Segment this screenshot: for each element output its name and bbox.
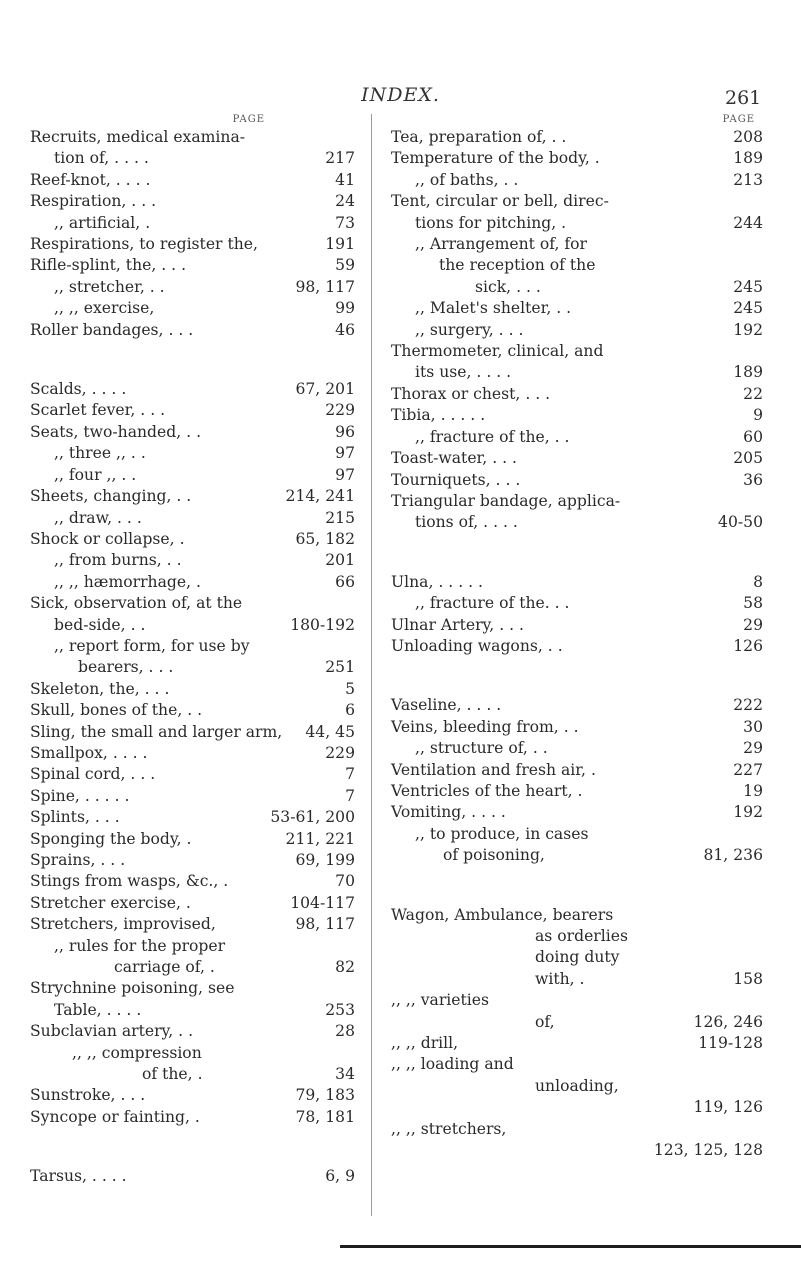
entry-page-ref: 126 <box>733 636 763 655</box>
entry-page-ref: 215 <box>325 508 355 527</box>
index-entry <box>391 1054 763 1075</box>
index-entry <box>30 443 365 464</box>
entry-term: ,, Malet's shelter, . . <box>415 299 572 318</box>
index-entry <box>30 379 365 400</box>
index-entry <box>30 593 365 614</box>
index-entry <box>30 572 365 593</box>
entry-term: Skeleton, the, . . . <box>30 679 170 698</box>
entry-page-ref: 65, 182 <box>295 529 355 548</box>
index-entry <box>30 978 365 999</box>
index-entry <box>391 1097 763 1118</box>
entry-term: Respiration, . . . <box>30 192 157 211</box>
group-spacer <box>30 341 365 379</box>
entry-page-ref: 213 <box>733 170 763 189</box>
index-entry <box>391 384 763 405</box>
index-entry <box>391 1033 763 1054</box>
entry-term: Sunstroke, . . . <box>30 1086 146 1105</box>
entry-page-ref: 251 <box>325 658 355 677</box>
entry-page-ref: 222 <box>733 696 763 715</box>
index-entry <box>391 191 763 212</box>
entry-term: Sheets, changing, . . <box>30 487 192 506</box>
entry-page-ref: 67, 201 <box>295 380 355 399</box>
entry-page-ref: 96 <box>335 422 355 441</box>
index-entry <box>391 341 763 362</box>
entry-term: bearers, . . . <box>78 658 174 677</box>
entry-term: Sponging the body, . <box>30 829 192 848</box>
entry-page-ref: 189 <box>733 363 763 382</box>
index-group-v <box>391 695 763 866</box>
bottom-rule-fade <box>0 1238 340 1252</box>
entry-page-ref: 6, 9 <box>325 1167 355 1186</box>
entry-term: unloading, <box>535 1076 619 1095</box>
entry-page-ref: 245 <box>733 277 763 296</box>
entry-page-ref: 253 <box>325 1000 355 1019</box>
entry-page-ref: 201 <box>325 551 355 570</box>
entry-term: ,, ,, stretchers, <box>391 1119 507 1138</box>
entry-term: ,, stretcher, . . <box>54 277 165 296</box>
index-entry <box>30 786 365 807</box>
index-entry <box>391 802 763 823</box>
entry-term: ,, to produce, in cases <box>415 824 589 843</box>
index-entry <box>391 947 763 968</box>
entry-term: Rifle-splint, the, . . . <box>30 256 187 275</box>
index-entry <box>30 957 365 978</box>
index-entry <box>391 926 763 947</box>
entry-page-ref: 53-61, 200 <box>270 808 355 827</box>
entry-term: Ulnar Artery, . . . <box>391 615 524 634</box>
entry-page-ref: 9 <box>753 406 763 425</box>
index-entry <box>30 1166 365 1187</box>
entry-term: Ventilation and fresh air, . <box>391 760 596 779</box>
entry-term: Recruits, medical examina- <box>30 128 246 146</box>
entry-page-ref: 205 <box>733 449 763 468</box>
entry-page-ref: 211, 221 <box>285 829 355 848</box>
index-group-t <box>391 127 763 534</box>
index-entry <box>30 893 365 914</box>
entry-term: of, <box>535 1012 555 1031</box>
index-entry <box>391 760 763 781</box>
index-entry <box>391 1140 763 1161</box>
entry-term: Shock or collapse, . <box>30 529 185 548</box>
entry-term: Wagon, Ambulance, bearers <box>391 905 614 924</box>
entry-term: Syncope or fainting, . <box>30 1107 200 1126</box>
index-entry <box>30 1021 365 1042</box>
entry-term: Strychnine poisoning, see <box>30 979 235 998</box>
index-entry <box>30 914 365 935</box>
page-column-label: PAGE <box>232 114 265 125</box>
right-column <box>391 113 763 1161</box>
entry-term: ,, structure of, . . <box>415 739 548 758</box>
entry-page-ref: 98, 117 <box>295 277 355 296</box>
left-column <box>30 113 365 1188</box>
index-entry <box>30 486 365 507</box>
index-entry <box>391 362 763 383</box>
index-entry <box>391 738 763 759</box>
entry-page-ref: 5 <box>345 679 355 698</box>
entry-term: Vaseline, . . . . <box>391 696 502 715</box>
index-entry <box>391 717 763 738</box>
entry-term: ,, fracture of the, . . <box>415 427 570 446</box>
index-entry <box>30 657 365 678</box>
index-entry <box>391 127 763 148</box>
entry-term: with, . <box>535 969 585 988</box>
entry-term: ,, report form, for use by <box>54 636 250 655</box>
group-spacer <box>30 1128 365 1166</box>
entry-term: Stings from wasps, &c., . <box>30 872 229 891</box>
entry-page-ref: 29 <box>743 615 763 634</box>
entry-term: ,, from burns, . . <box>54 551 182 570</box>
index-entry <box>30 298 365 319</box>
page-number: 261 <box>725 87 762 109</box>
entry-page-ref: 28 <box>335 1022 355 1041</box>
entry-page-ref: 40-50 <box>718 513 763 532</box>
entry-page-ref: 6 <box>345 701 355 720</box>
entry-page-ref: 126, 246 <box>693 1012 763 1031</box>
index-entry <box>391 845 763 866</box>
index-entry <box>30 636 365 657</box>
entry-term: Temperature of the body, . <box>391 149 600 168</box>
entry-page-ref: 208 <box>733 128 763 146</box>
index-group-s <box>30 379 365 1128</box>
index-entry <box>391 781 763 802</box>
index-entry <box>30 422 365 443</box>
index-entry <box>391 448 763 469</box>
entry-term: bed-side, . . <box>54 615 146 634</box>
entry-term: of poisoning, <box>443 846 545 865</box>
index-entry <box>391 234 763 255</box>
entry-term: of the, . <box>142 1065 203 1084</box>
entry-term: ,, rules for the proper <box>54 936 226 955</box>
entry-term: Scalds, . . . . <box>30 380 127 399</box>
entry-term: ,, three ,, . . <box>54 444 146 463</box>
entry-term: Tent, circular or bell, direc- <box>391 192 609 211</box>
index-entry <box>30 148 365 169</box>
index-entry <box>391 905 763 926</box>
entry-page-ref: 97 <box>335 444 355 463</box>
entry-term: tions for pitching, . <box>415 213 567 232</box>
entry-page-ref: 192 <box>733 803 763 822</box>
entry-page-ref: 180-192 <box>290 615 355 634</box>
index-entry <box>391 170 763 191</box>
index-entry <box>391 255 763 276</box>
entry-page-ref: 66 <box>335 572 355 591</box>
index-entry <box>30 127 365 148</box>
index-entry <box>30 1064 365 1085</box>
index-entry <box>391 969 763 990</box>
entry-term: Reef-knot, . . . . <box>30 170 151 189</box>
entry-term: Stretcher exercise, . <box>30 893 191 912</box>
index-entry <box>30 1000 365 1021</box>
entry-page-ref: 191 <box>325 235 355 254</box>
entry-term: ,, ,, hæmorrhage, . <box>54 572 201 591</box>
index-entry <box>391 636 763 657</box>
index-entry <box>391 824 763 845</box>
entry-page-ref: 78, 181 <box>295 1107 355 1126</box>
index-entry <box>30 213 365 234</box>
entry-term: ,, ,, exercise, <box>54 299 155 318</box>
index-entry <box>30 615 365 636</box>
index-entry <box>391 470 763 491</box>
entry-page-ref: 79, 183 <box>295 1086 355 1105</box>
index-entry <box>30 807 365 828</box>
group-spacer <box>391 867 763 905</box>
entry-page-ref: 245 <box>733 299 763 318</box>
entry-term: carriage of, . <box>114 958 215 977</box>
index-group-r <box>30 127 365 341</box>
entry-term: Tourniquets, . . . <box>391 470 521 489</box>
entry-page-ref: 123, 125, 128 <box>653 1141 763 1160</box>
index-entry <box>30 277 365 298</box>
entry-term: ,, surgery, . . . <box>415 320 524 339</box>
entry-term: ,, four ,, . . <box>54 465 137 484</box>
entry-term: Veins, bleeding from, . . <box>391 717 579 736</box>
entry-page-ref: 99 <box>335 299 355 318</box>
entry-term: Tea, preparation of, . . <box>391 128 567 146</box>
entry-page-ref: 192 <box>733 320 763 339</box>
index-entry <box>391 491 763 512</box>
entry-page-ref: 19 <box>743 781 763 800</box>
index-entry <box>30 170 365 191</box>
column-divider <box>371 114 372 1216</box>
entry-term: Splints, . . . <box>30 808 120 827</box>
entry-term: doing duty <box>535 948 620 967</box>
entry-page-ref: 69, 199 <box>295 851 355 869</box>
entry-term: Roller bandages, . . . <box>30 320 194 339</box>
index-entry <box>30 764 365 785</box>
entry-term: Sick, observation of, at the <box>30 594 243 613</box>
index-entry <box>391 1012 763 1033</box>
entry-term: Seats, two-handed, . . <box>30 422 202 441</box>
entry-term: sick, . . . <box>475 277 541 296</box>
entry-term: Smallpox, . . . . <box>30 743 148 762</box>
entry-term: ,, fracture of the. . . <box>415 594 570 613</box>
index-entry <box>30 1043 365 1064</box>
entry-page-ref: 81, 236 <box>703 846 763 865</box>
index-entry <box>391 615 763 636</box>
index-entry <box>391 695 763 716</box>
entry-term: Spine, . . . . . <box>30 786 130 805</box>
entry-page-ref: 58 <box>743 594 763 613</box>
index-entry <box>30 679 365 700</box>
entry-term: ,, draw, . . . <box>54 508 142 527</box>
entry-term: ,, Arrangement of, for <box>415 235 588 254</box>
index-entry <box>391 213 763 234</box>
index-group-w <box>391 905 763 1162</box>
entry-page-ref: 82 <box>335 958 355 977</box>
entry-page-ref: 59 <box>335 256 355 275</box>
entry-page-ref: 229 <box>325 401 355 420</box>
index-entry <box>391 148 763 169</box>
entry-page-ref: 29 <box>743 739 763 758</box>
index-entry <box>30 191 365 212</box>
index-entry <box>391 593 763 614</box>
index-entry <box>30 400 365 421</box>
entry-page-ref: 98, 117 <box>295 915 355 934</box>
index-entry <box>391 572 763 593</box>
entry-term: Respirations, to register the, <box>30 235 258 254</box>
index-entry <box>391 298 763 319</box>
index-group-u <box>391 572 763 658</box>
index-entry <box>30 936 365 957</box>
entry-page-ref: 119-128 <box>698 1034 763 1053</box>
entry-term: Ulna, . . . . . <box>391 572 483 591</box>
page-column-label: PAGE <box>722 114 755 125</box>
index-entry <box>391 1119 763 1140</box>
entry-term: Scarlet fever, . . . <box>30 401 166 420</box>
entry-term: ,, ,, varieties <box>391 991 490 1010</box>
entry-page-ref: 60 <box>743 427 763 446</box>
entry-term: Skull, bones of the, . . <box>30 701 203 720</box>
entry-term: Tarsus, . . . . <box>30 1167 127 1186</box>
entry-term: Sling, the small and larger arm, <box>30 722 283 741</box>
index-entry <box>30 320 365 341</box>
entry-page-ref: 34 <box>335 1065 355 1084</box>
index-entry <box>30 829 365 850</box>
entry-term: Ventricles of the heart, . <box>391 781 583 800</box>
entry-term: ,, ,, compression <box>72 1043 202 1062</box>
entry-page-ref: 46 <box>335 320 355 339</box>
entry-page-ref: 73 <box>335 213 355 232</box>
index-entry <box>391 1076 763 1097</box>
entry-term: Table, . . . . <box>54 1000 142 1019</box>
index-entry <box>30 700 365 721</box>
index-entry <box>30 871 365 892</box>
index-entry <box>30 550 365 571</box>
index-entry <box>30 743 365 764</box>
group-spacer <box>391 534 763 572</box>
entry-term: Spinal cord, . . . <box>30 765 156 784</box>
entry-page-ref: 189 <box>733 149 763 168</box>
group-spacer <box>391 657 763 695</box>
running-header-title: INDEX. <box>361 84 440 106</box>
index-entry <box>30 1085 365 1106</box>
entry-term: ,, artificial, . <box>54 213 151 232</box>
entry-term: Vomiting, . . . . <box>391 803 506 822</box>
entry-page-ref: 30 <box>743 717 763 736</box>
index-entry <box>30 234 365 255</box>
entry-page-ref: 24 <box>335 192 355 211</box>
entry-page-ref: 7 <box>345 765 355 784</box>
entry-page-ref: 217 <box>325 149 355 168</box>
entry-term: Tibia, . . . . . <box>391 406 486 425</box>
entry-term: Triangular bandage, applica- <box>391 491 621 510</box>
entry-term: Toast-water, . . . <box>391 449 517 468</box>
entry-page-ref: 7 <box>345 786 355 805</box>
index-entry <box>391 320 763 341</box>
index-entry <box>391 405 763 426</box>
entry-term: tion of, . . . . <box>54 149 149 168</box>
index-entry <box>391 427 763 448</box>
index-entry <box>30 850 365 871</box>
index-entry <box>30 465 365 486</box>
entry-page-ref: 44, 45 <box>305 722 355 741</box>
index-entry <box>391 277 763 298</box>
entry-page-ref: 244 <box>733 213 763 232</box>
index-entry <box>30 1107 365 1128</box>
entry-term: Thermometer, clinical, and <box>391 342 604 361</box>
entry-page-ref: 22 <box>743 384 763 403</box>
entry-term: ,, ,, drill, <box>391 1034 459 1053</box>
entry-page-ref: 119, 126 <box>693 1098 763 1117</box>
entry-page-ref: 214, 241 <box>285 487 355 506</box>
index-entry <box>30 508 365 529</box>
index-entry <box>30 255 365 276</box>
entry-term: ,, ,, loading and <box>391 1055 514 1074</box>
index-group-t <box>30 1166 365 1187</box>
entry-page-ref: 229 <box>325 743 355 762</box>
entry-page-ref: 227 <box>733 760 763 779</box>
entry-page-ref: 41 <box>335 170 355 189</box>
entry-term: Subclavian artery, . . <box>30 1022 194 1041</box>
entry-page-ref: 8 <box>753 572 763 591</box>
entry-term: Sprains, . . . <box>30 851 126 869</box>
index-entry <box>30 722 365 743</box>
entry-term: its use, . . . . <box>415 363 512 382</box>
entry-page-ref: 158 <box>733 969 763 988</box>
index-entry <box>391 990 763 1011</box>
entry-page-ref: 36 <box>743 470 763 489</box>
entry-term: the reception of the <box>439 256 596 275</box>
entry-term: tions of, . . . . <box>415 513 518 532</box>
entry-page-ref: 97 <box>335 465 355 484</box>
entry-page-ref: 70 <box>335 872 355 891</box>
index-entry <box>391 512 763 533</box>
entry-term: as orderlies <box>535 927 628 945</box>
index-entry <box>30 529 365 550</box>
entry-term: Thorax or chest, . . . <box>391 384 551 403</box>
entry-term: Stretchers, improvised, <box>30 915 216 934</box>
entry-page-ref: 104-117 <box>290 893 355 912</box>
entry-term: Unloading wagons, . . <box>391 636 563 655</box>
entry-term: ,, of baths, . . <box>415 170 519 189</box>
